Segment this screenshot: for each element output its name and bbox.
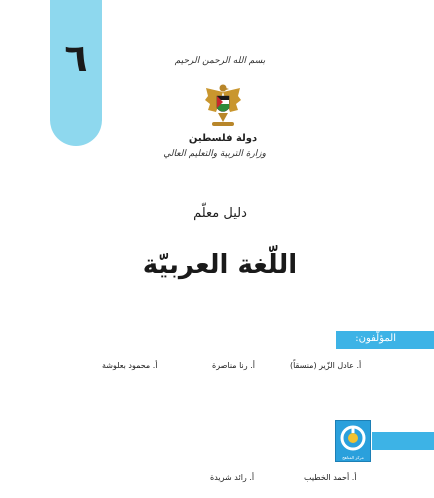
book-subtitle: دليل معلّم (193, 206, 247, 221)
bottom-accent-bar (372, 432, 434, 450)
curriculum-logo-icon (340, 424, 366, 452)
basmala-calligraphy: بسم الله الرحمن الرحيم (174, 56, 266, 66)
author-name: أ. عادل الزّير (منسقاً) (290, 361, 362, 370)
grade-tab (50, 0, 102, 146)
author-name: أ. أحمد الخطيب (304, 473, 357, 482)
grade-number: ٦ (64, 36, 88, 80)
author-name: أ. محمود بعلوشة (102, 361, 158, 370)
palestine-eagle-emblem (204, 82, 242, 130)
authors-header-bar (336, 331, 434, 349)
state-name: دولة فلسطين (188, 133, 258, 144)
authors-label: المؤلّفون: (355, 333, 396, 344)
ministry-name: وزارة التربية والتعليم العالي (163, 149, 266, 159)
author-name: أ. رائد شريدة (210, 473, 255, 482)
author-name: أ. رنا مناصرة (212, 361, 255, 370)
logo-text: مركز المناهج (342, 455, 364, 460)
curriculum-center-logo (335, 420, 371, 462)
book-title: اللّغة العربيّة (142, 250, 298, 280)
